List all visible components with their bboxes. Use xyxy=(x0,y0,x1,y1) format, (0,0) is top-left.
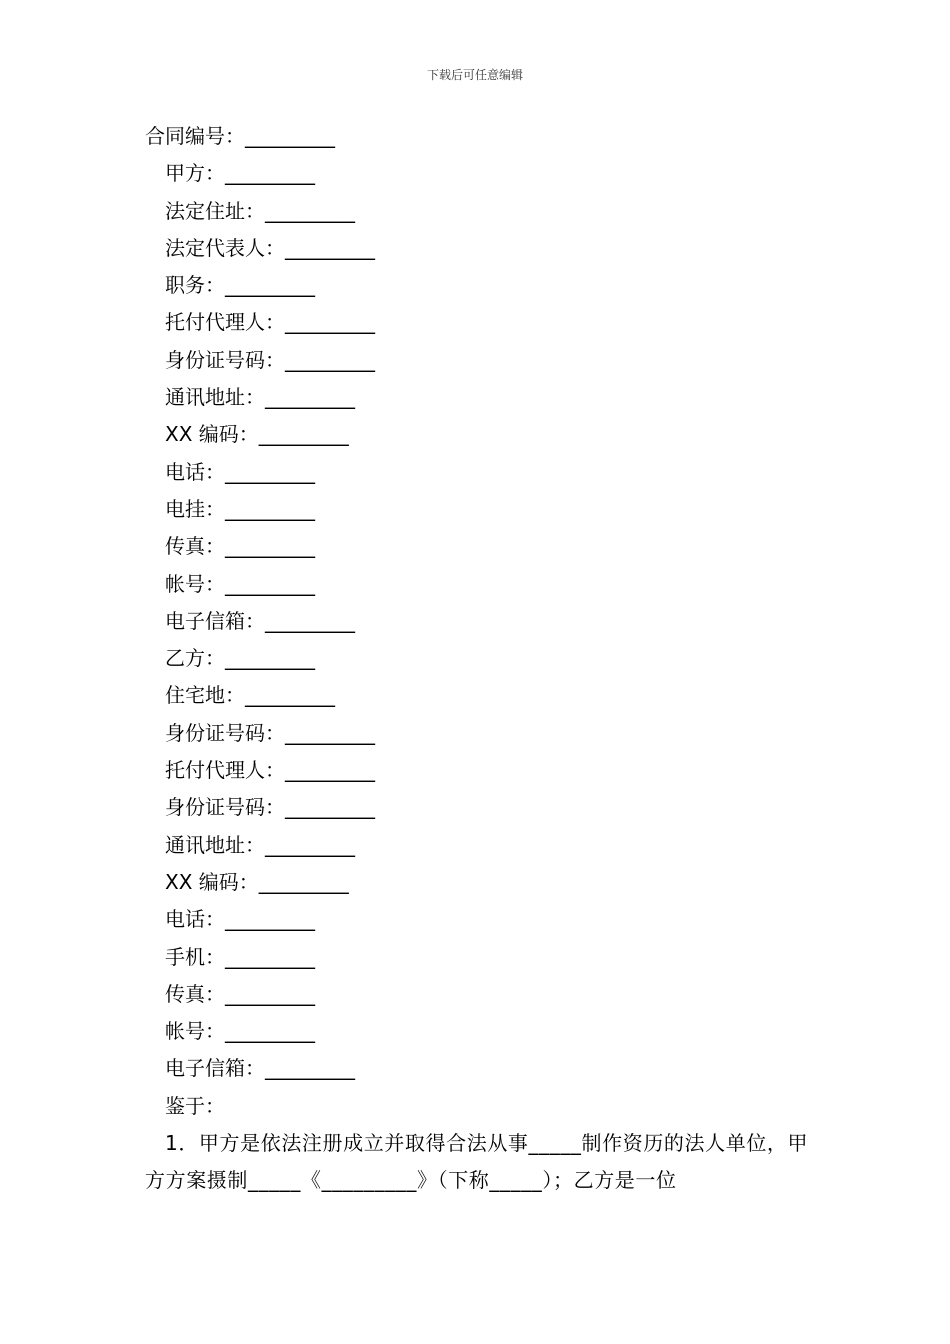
party-a-mailing-address: 通讯地址：_________ xyxy=(165,385,355,410)
party-b-residence: 住宅地：_________ xyxy=(165,683,335,708)
party-a-phone: 电话：_________ xyxy=(165,459,315,484)
party-b-email: 电子信箱：_________ xyxy=(165,1056,355,1081)
party-b-agent-id-number: 身份证号码：_________ xyxy=(165,795,375,820)
page-header: 下载后可任意编辑 xyxy=(426,68,523,82)
party-a-account: 帐号：_________ xyxy=(165,571,315,596)
party-b-account: 帐号：_________ xyxy=(165,1019,315,1044)
party-a-postcode: XX 编码：_________ xyxy=(165,422,349,447)
clause-1-paragraph: 1．甲方是依法注册成立并取得合法从事_____制作资历的法人单位，甲方方案摄制_____《_________》（下称_____）；乙方是一位 xyxy=(145,1131,809,1193)
party-b-agent: 托付代理人：_________ xyxy=(165,758,375,783)
party-b-mobile: 手机：_________ xyxy=(165,944,315,969)
party-b-id-number: 身份证号码：_________ xyxy=(165,720,375,745)
party-a-agent: 托付代理人：_________ xyxy=(165,310,375,335)
whereas-heading: 鉴于： xyxy=(165,1093,225,1118)
party-a-position: 职务：_________ xyxy=(165,273,315,298)
party-a-email: 电子信箱：_________ xyxy=(165,608,355,633)
party-b-postcode: XX 编码：_________ xyxy=(165,869,349,894)
party-a-telegraph: 电挂：_________ xyxy=(165,496,315,521)
party-a-fax: 传真：_________ xyxy=(165,534,315,559)
party-a-legal-address: 法定住址：_________ xyxy=(165,198,355,223)
party-a-legal-representative: 法定代表人：_________ xyxy=(165,235,375,260)
contract-number: 合同编号：_________ xyxy=(145,124,335,148)
party-b-phone: 电话：_________ xyxy=(165,907,315,932)
party-a-title: 甲方：_________ xyxy=(165,161,315,186)
party-b-fax: 传真：_________ xyxy=(165,981,315,1006)
party-a-id-number: 身份证号码：_________ xyxy=(165,347,375,372)
party-b-title: 乙方：_________ xyxy=(165,646,315,671)
party-b-mailing-address: 通讯地址：_________ xyxy=(165,832,355,857)
contract-document xyxy=(145,118,810,1200)
